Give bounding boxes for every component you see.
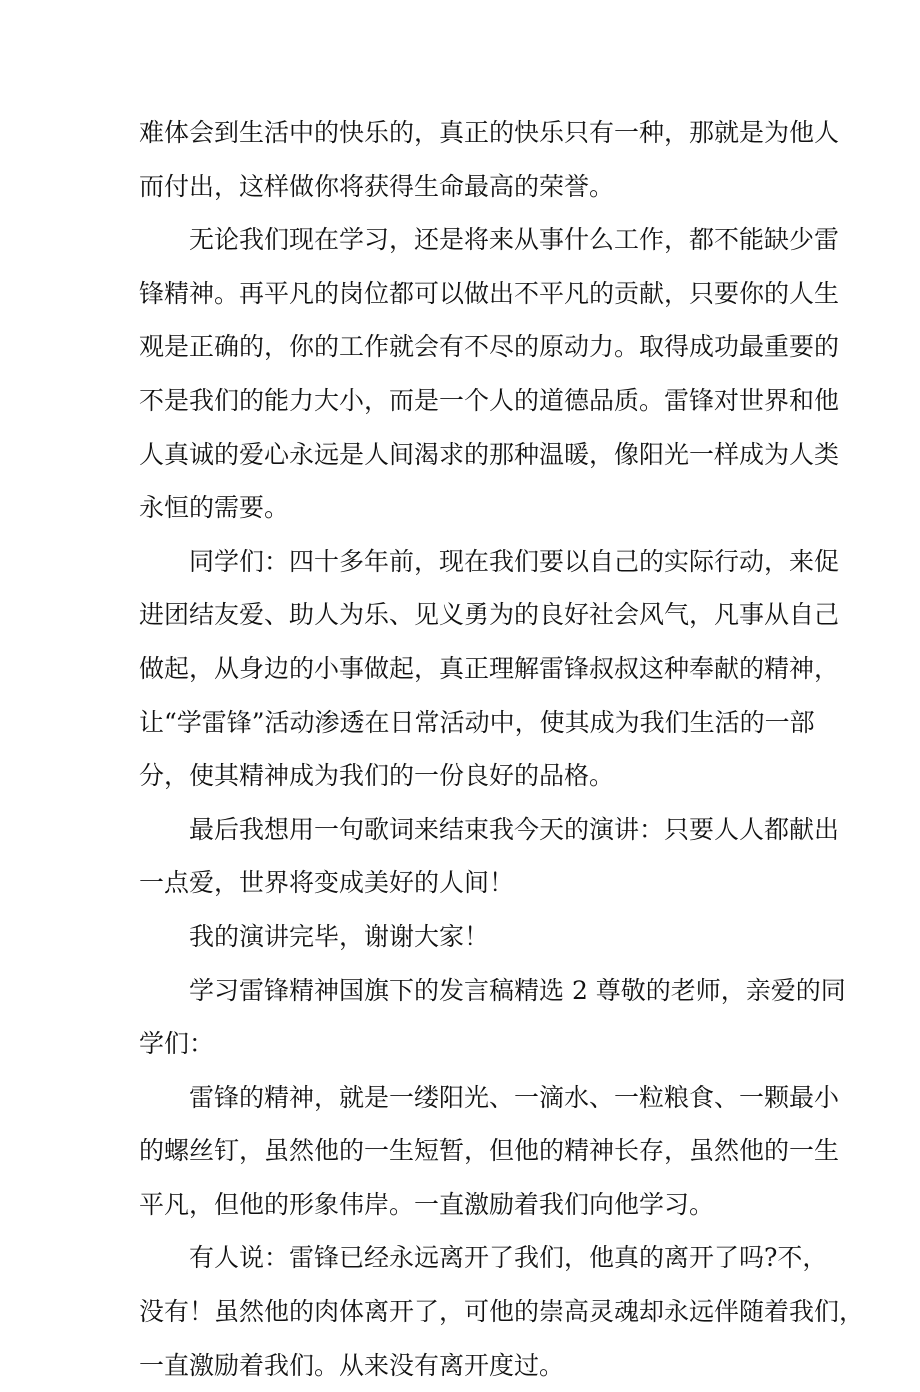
text-line: 而付出，这样做你将获得生命最高的荣誉。 [139, 171, 615, 201]
text-line: 分，使其精神成为我们的一份良好的品格。 [139, 761, 615, 791]
text-line: 最后我想用一句歌词来结束我今天的演讲：只要人人都献出 [189, 814, 840, 844]
text-line: 不是我们的能力大小，而是一个人的道德品质。雷锋对世界和他 [139, 385, 840, 415]
text-line: 平凡，但他的形象伟岸。一直激励着我们向他学习。 [139, 1189, 715, 1219]
text-line: 观是正确的，你的工作就会有不尽的原动力。取得成功最重要的 [139, 332, 840, 362]
text-line: 难体会到生活中的快乐的，真正的快乐只有一种，那就是为他人 [139, 118, 840, 147]
text-line: 让“学雷锋”活动渗透在日常活动中，使其成为我们生活的一部 [139, 707, 815, 737]
text-line: 有人说：雷锋已经永远离开了我们，他真的离开了吗?不， [189, 1243, 828, 1273]
text-line: 永恒的需要。 [139, 493, 290, 523]
text-line: 没有！虽然他的肉体离开了，可他的崇高灵魂却永远伴随着我们， [139, 1297, 865, 1327]
text-line: 锋精神。再平凡的岗位都可以做出不平凡的贡献，只要你的人生 [139, 278, 840, 308]
text-line: 一点爱，世界将变成美好的人间！ [139, 868, 515, 898]
text-line: 无论我们现在学习，还是将来从事什么工作，都不能缺少雷 [189, 225, 840, 255]
document-body [139, 106, 865, 1392]
text-line: 人真诚的爱心永远是人间渴求的那种温暖，像阳光一样成为人类 [139, 439, 840, 469]
text-line: 一直激励着我们。从来没有离开度过。 [139, 1350, 565, 1380]
text-line: 做起，从身边的小事做起，真正理解雷锋叔叔这种奉献的精神， [139, 653, 840, 683]
text-line: 学们： [139, 1029, 215, 1059]
text-line: 同学们：四十多年前，现在我们要以自己的实际行动，来促 [189, 546, 840, 576]
text-line: 学习雷锋精神国旗下的发言稿精选 2 尊敬的老师，亲爱的同 [189, 975, 846, 1005]
text-line: 的螺丝钉，虽然他的一生短暂，但他的精神长存，虽然他的一生 [139, 1136, 840, 1166]
text-line: 我的演讲完毕，谢谢大家！ [189, 921, 490, 951]
text-line: 雷锋的精神，就是一缕阳光、一滴水、一粒粮食、一颗最小 [189, 1082, 840, 1112]
text-line: 进团结友爱、助人为乐、见义勇为的良好社会风气，凡事从自己 [139, 600, 840, 630]
